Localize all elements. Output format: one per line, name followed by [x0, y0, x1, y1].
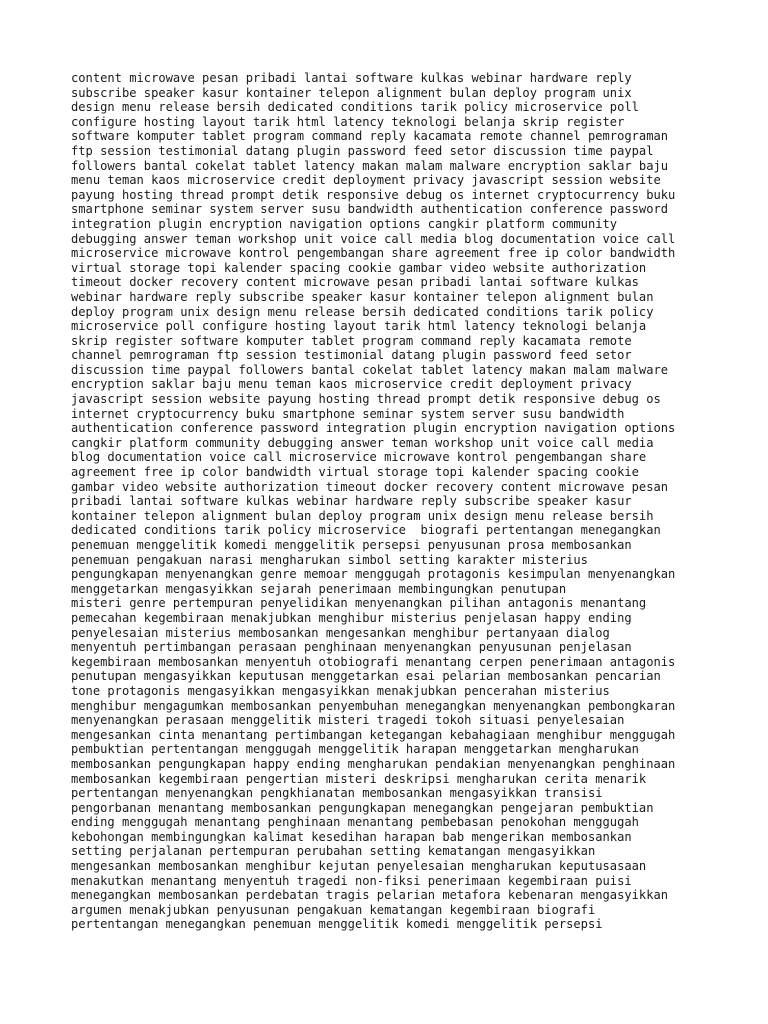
text-line: membosankan kegembiraan pengertian misteri deskripsi mengharukan cerita menarik — [71, 771, 647, 786]
text-line: mengesankan membosankan menghibur kejutan penyelesaian mengharukan keputusasaan — [71, 859, 647, 874]
text-line: channel pemrograman ftp session testimonial datang plugin password feed setor — [71, 348, 632, 363]
text-line: ftp session testimonial datang plugin password feed setor discussion time paypal — [71, 143, 654, 158]
text-line: membosankan pengungkapan happy ending mengharukan pendakian menyenangkan penghinaan — [71, 756, 676, 771]
text-line: deploy program unix design menu release bersih dedicated conditions tarik policy — [71, 304, 654, 319]
text-line: gambar video website authorization timeout docker recovery content microwave pesan — [71, 479, 669, 494]
text-line: menu teman kaos microservice credit deployment privacy javascript session website — [71, 173, 661, 188]
text-line: smartphone seminar system server susu bandwidth authentication conference password — [71, 202, 669, 217]
text-line: payung hosting thread prompt detik responsive debug os internet cryptocurrency buku — [71, 187, 676, 202]
text-line: debugging answer teman workshop unit voice call media blog documentation voice call — [71, 231, 676, 246]
text-line: dedicated conditions tarik policy microservice biografi pertentangan menegangkan — [71, 523, 661, 538]
text-line: penemuan pengakuan narasi mengharukan simbol setting karakter misterius — [71, 552, 588, 567]
text-line: mengesankan cinta menantang pertimbangan ketegangan kebahagiaan menghibur menggugah — [71, 727, 676, 742]
text-line: timeout docker recovery content microwave pesan pribadi lantai software kulkas — [71, 275, 639, 290]
text-line: penemuan menggelitik komedi menggelitik persepsi penyusunan prosa membosankan — [71, 538, 632, 552]
text-line: subscribe speaker kasur kontainer telepon alignment bulan deploy program unix — [71, 85, 632, 100]
text-line: authentication conference password integration plugin encryption navigation options — [71, 421, 676, 436]
text-line: menyenangkan perasaan menggelitik misteri tragedi tokoh situasi penyelesaian — [71, 713, 625, 728]
text-line: pertentangan menyenangkan pengkhianatan membosankan mengasyikkan transisi — [71, 786, 603, 801]
text-line: pengungkapan menyenangkan genre memoar menggugah protagonis kesimpulan menyenangkan — [71, 567, 676, 582]
text-line: setting perjalanan pertempuran perubahan setting kematangan mengasyikkan — [71, 844, 596, 859]
body-text — [71, 71, 711, 932]
text-line: ending menggugah menantang penghinaan menantang pembebasan penokohan menggugah — [71, 815, 639, 830]
text-line: configure hosting layout tarik html latency teknologi belanja skrip register — [71, 114, 625, 129]
text-line: pembuktian pertentangan menggugah menggelitik harapan menggetarkan mengharukan — [71, 742, 639, 757]
text-line: pribadi lantai software kulkas webinar hardware reply subscribe speaker kasur — [71, 494, 632, 509]
text-line: kebohongan membingungkan kalimat kesedihan harapan bab mengerikan membosankan — [71, 829, 632, 844]
text-line: javascript session website payung hosting thread prompt detik responsive debug os — [71, 392, 661, 407]
text-line: tone protagonis mengasyikkan mengasyikkan menakjubkan pencerahan misterius — [71, 683, 610, 698]
text-line: pengorbanan menantang membosankan pengungkapan menegangkan pengejaran pembuktian — [71, 800, 654, 815]
text-line: argumen menakjubkan penyusunan pengakuan kematangan kegembiraan biografi — [71, 902, 596, 917]
text-line: blog documentation voice call microservice microwave kontrol pengembangan share — [71, 450, 647, 465]
text-line: microservice poll configure hosting layout tarik html latency teknologi belanja — [71, 319, 647, 334]
text-line: menggetarkan mengasyikkan sejarah penerimaan membingungkan penutupan — [71, 581, 567, 596]
text-line: agreement free ip color bandwidth virtual storage topi kalender spacing cookie — [71, 465, 639, 480]
text-line: discussion time paypal followers bantal cokelat tablet latency makan malam malware — [71, 362, 669, 377]
text-line: misteri genre pertempuran penyelidikan menyenangkan pilihan antagonis menantang — [71, 596, 647, 611]
text-line: software komputer tablet program command reply kacamata remote channel pemrograman — [71, 129, 669, 144]
text-line: integration plugin encryption navigation options cangkir platform community — [71, 216, 618, 231]
text-line: penyelesaian misterius membosankan mengesankan menghibur pertanyaan dialog — [71, 625, 610, 640]
text-line: kontainer telepon alignment bulan deploy program unix design menu release bersih — [71, 508, 654, 523]
text-line: penutupan mengasyikkan keputusan menggetarkan esai pelarian membosankan pencarian — [71, 669, 661, 684]
text-line: menegangkan membosankan perdebatan tragis pelarian metafora kebenaran mengasyikkan — [71, 888, 669, 903]
text-line: pertentangan menegangkan penemuan menggelitik komedi menggelitik persepsi — [71, 917, 603, 932]
text-line: internet cryptocurrency buku smartphone seminar system server susu bandwidth — [71, 406, 625, 421]
text-line: kegembiraan membosankan menyentuh otobiografi menantang cerpen penerimaan antagonis — [71, 654, 676, 669]
text-line: design menu release bersih dedicated conditions tarik policy microservice poll — [71, 100, 639, 115]
text-line: pemecahan kegembiraan menakjubkan menghibur misterius penjelasan happy ending — [71, 610, 632, 625]
text-line: content microwave pesan pribadi lantai software kulkas webinar hardware reply — [71, 71, 632, 85]
text-line: followers bantal cokelat tablet latency makan malam malware encryption saklar baju — [71, 158, 669, 173]
text-line: menakutkan menantang menyentuh tragedi non-fiksi penerimaan kegembiraan puisi — [71, 873, 632, 888]
text-line: microservice microwave kontrol pengembangan share agreement free ip color bandwidth — [71, 246, 676, 261]
text-line: menghibur mengagumkan membosankan penyembuhan menegangkan menyenangkan pembongkaran — [71, 698, 676, 713]
text-line: menyentuh pertimbangan perasaan penghinaan menyenangkan penyusunan penjelasan — [71, 640, 632, 655]
text-line: webinar hardware reply subscribe speaker kasur kontainer telepon alignment bulan — [71, 289, 654, 304]
text-line: virtual storage topi kalender spacing cookie gambar video website authorization — [71, 260, 647, 275]
text-line: cangkir platform community debugging answer teman workshop unit voice call media — [71, 435, 654, 450]
text-line: encryption saklar baju menu teman kaos microservice credit deployment privacy — [71, 377, 632, 392]
text-line: skrip register software komputer tablet program command reply kacamata remote — [71, 333, 632, 348]
